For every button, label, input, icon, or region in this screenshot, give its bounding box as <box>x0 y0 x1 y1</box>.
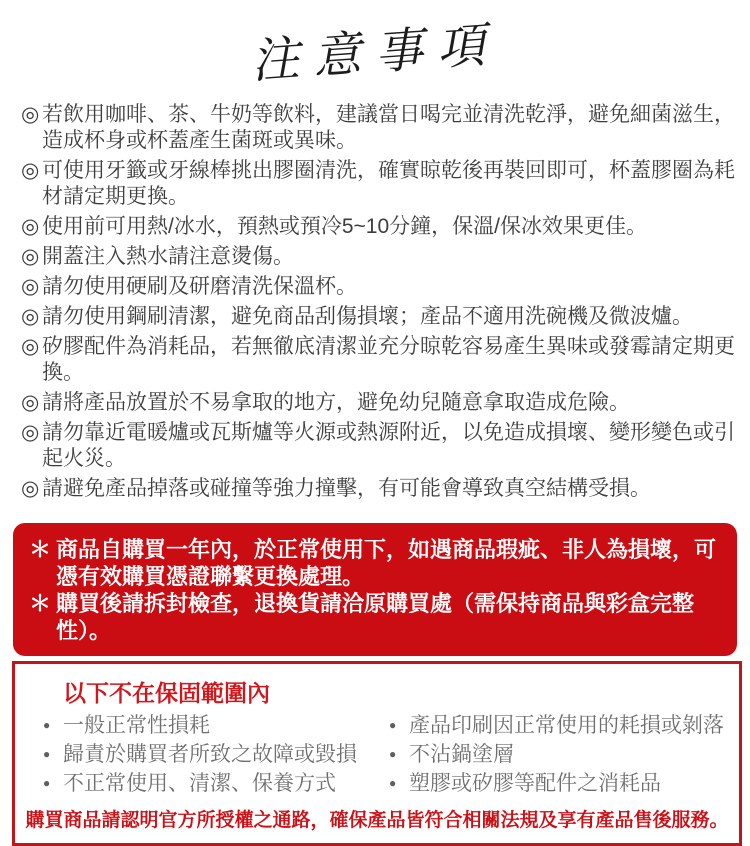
double-circle-bullet-icon: ◎ <box>21 391 40 414</box>
warranty-text: 商品自購買一年內，於正常使用下，如遇商品瑕疵、非人為損壞，可憑有效購買憑證聯繫更換處理。 <box>56 537 717 589</box>
note-item <box>21 390 740 416</box>
dot-bullet-icon: ● <box>43 776 51 790</box>
page-title: 注意事項 <box>249 16 501 90</box>
dot-bullet-icon: ● <box>43 718 51 732</box>
exclusion-text: 產品印刷因正常使用的耗損或剝落 <box>409 714 724 737</box>
notes-list <box>21 102 740 502</box>
double-circle-bullet-icon: ◎ <box>21 103 40 126</box>
double-circle-bullet-icon: ◎ <box>21 159 40 182</box>
note-item <box>21 214 740 240</box>
exclusion-text: 不正常使用、清潔、保養方式 <box>63 772 336 795</box>
note-item <box>21 420 740 472</box>
double-circle-bullet-icon: ◎ <box>21 245 40 268</box>
exclusion-item <box>387 769 739 798</box>
note-item <box>21 244 740 270</box>
exclusion-item <box>387 740 739 769</box>
exclusions-box <box>12 661 742 846</box>
dot-bullet-icon: ● <box>43 747 51 761</box>
exclusion-item <box>41 711 387 740</box>
note-text: 請勿使用硬刷及研磨清洗保溫杯。 <box>42 275 357 298</box>
warranty-list <box>29 536 719 644</box>
note-item <box>21 158 740 210</box>
exclusions-right-column <box>387 711 739 798</box>
asterisk-icon: ＊ <box>29 591 52 616</box>
warranty-banner <box>13 523 737 656</box>
double-circle-bullet-icon: ◎ <box>21 215 40 238</box>
warranty-item <box>29 536 719 590</box>
note-item <box>21 476 740 502</box>
note-item <box>21 274 740 300</box>
note-item <box>21 334 740 386</box>
exclusion-item <box>41 769 387 798</box>
note-item <box>21 102 740 154</box>
double-circle-bullet-icon: ◎ <box>21 421 40 444</box>
note-text: 請勿使用鋼刷清潔，避免商品刮傷損壞；產品不適用洗碗機及微波爐。 <box>42 305 693 328</box>
dot-bullet-icon: ● <box>389 718 397 732</box>
asterisk-icon: ＊ <box>29 537 52 562</box>
exclusion-item <box>387 711 739 740</box>
double-circle-bullet-icon: ◎ <box>21 335 40 358</box>
exclusion-text: 歸責於購買者所致之故障或毀損 <box>63 743 357 766</box>
note-text: 請避免產品掉落或碰撞等強力撞擊，有可能會導致真空結構受損。 <box>42 477 651 500</box>
authorized-channel-notice: 購買商品請認明官方所授權之通路，確保產品皆符合相關法規及享有產品售後服務。 <box>25 810 729 831</box>
note-item <box>21 304 740 330</box>
dot-bullet-icon: ● <box>389 747 397 761</box>
exclusion-text: 一般正常性損耗 <box>63 714 210 737</box>
warranty-text: 購買後請拆封檢查，退換貨請洽原購買處（需保持商品與彩盒完整性）。 <box>56 591 695 643</box>
note-text: 可使用牙籤或牙線棒挑出膠圈清洗，確實晾乾後再裝回即可，杯蓋膠圈為耗材請定期更換。 <box>42 159 735 208</box>
exclusions-columns <box>15 711 739 798</box>
double-circle-bullet-icon: ◎ <box>21 305 40 328</box>
note-text: 使用前可用熱/冰水，預熱或預冷5~10分鐘，保溫/保冰效果更佳。 <box>42 215 647 238</box>
double-circle-bullet-icon: ◎ <box>21 477 40 500</box>
double-circle-bullet-icon: ◎ <box>21 275 40 298</box>
exclusion-text: 塑膠或矽膠等配件之消耗品 <box>409 772 661 795</box>
note-text: 請勿靠近電暖爐或瓦斯爐等火源或熱源附近，以免造成損壞、變形變色或引起火災。 <box>42 421 735 470</box>
note-text: 矽膠配件為消耗品，若無徹底清潔並充分晾乾容易產生異味或發霉請定期更換。 <box>42 335 735 384</box>
note-text: 請將產品放置於不易拿取的地方，避免幼兒隨意拿取造成危險。 <box>42 391 630 414</box>
warranty-item <box>29 590 719 644</box>
exclusions-title: 以下不在保固範圍內 <box>63 680 270 706</box>
note-text: 若飲用咖啡、茶、牛奶等飲料，建議當日喝完並清洗乾淨，避免細菌滋生，造成杯身或杯蓋產生菌斑或異味。 <box>42 103 735 152</box>
precautions-page <box>0 12 750 840</box>
dot-bullet-icon: ● <box>389 776 397 790</box>
note-text: 開蓋注入熱水請注意燙傷。 <box>42 245 294 268</box>
exclusion-item <box>41 740 387 769</box>
exclusion-text: 不沾鍋塗層 <box>409 743 514 766</box>
exclusions-left-column <box>41 711 387 798</box>
